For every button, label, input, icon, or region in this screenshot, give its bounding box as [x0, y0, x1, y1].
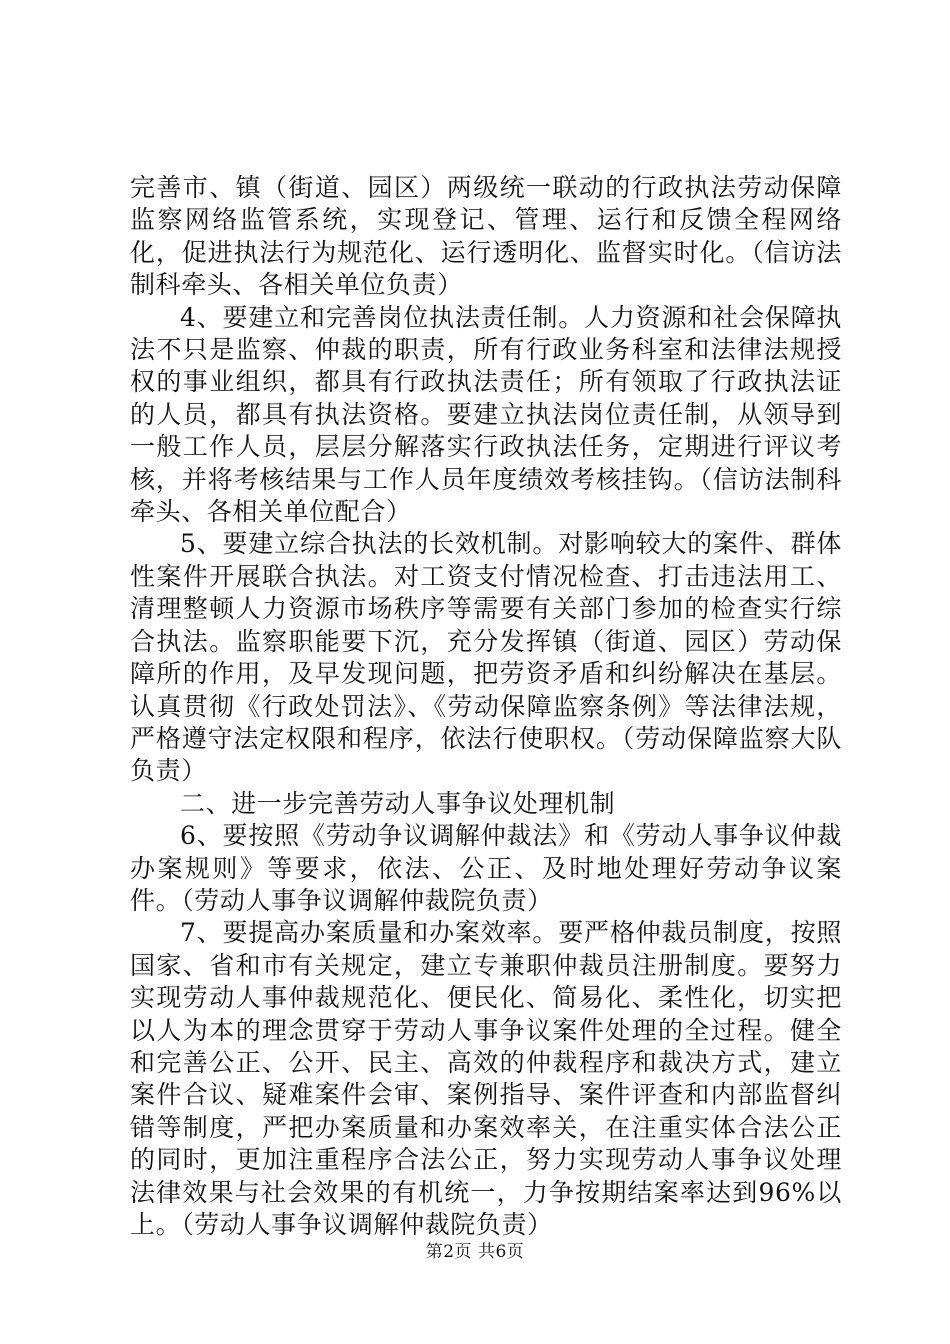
paragraph-1: 完善市、镇（街道、园区）两级统一联动的行政执法劳动保障监察网络监管系统，实现登记、管理、运行和反馈全程网络化，促进执法行为规范化、运行透明化、监督实时化。（信访法制科牵头、各相关单位负责）	[130, 173, 842, 300]
document-body	[130, 172, 842, 1241]
page-footer: 第2页 共6页	[425, 1242, 525, 1262]
paragraph-4: 6、要按照《劳动争议调解仲裁法》和《劳动人事争议仲裁办案规则》等要求，依法、公正、及时地处理好劳动争议案件。（劳动人事争议调解仲裁院负责）	[130, 821, 842, 915]
section-heading: 二、进一步完善劳动人事争议处理机制	[180, 788, 616, 818]
paragraph-3: 5、要建立综合执法的长效机制。对影响较大的案件、群体性案件开展联合执法。对工资支付情况检查、打击违法用工、清理整顿人力资源市场秩序等需要有关部门参加的检查实行综合执法。监察职能要下沉，充分发挥镇（街道、园区）劳动保障所的作用，及早发现问题，把劳资矛盾和纠纷解决在基层。认真贯彻《行政处罚法》、《劳动保障监察条例》等法律法规，严格遵守法定权限和程序，依法行使职权。（劳动保障监察大队负责）	[130, 529, 842, 786]
paragraph-5: 7、要提高办案质量和办案效率。要严格仲裁员制度，按照国家、省和市有关规定，建立专兼职仲裁员注册制度。要努力实现劳动人事仲裁规范化、便民化、简易化、柔性化，切实把以人为本的理念贯穿于劳动人事争议案件处理的全过程。健全和完善公正、公开、民主、高效的仲裁程序和裁决方式，建立案件合议、疑难案件会审、案例指导、案件评查和内部监督纠错等制度，严把办案质量和办案效率关，在注重实体合法公正的同时，更加注重程序合法公正，努力实现劳动人事争议处理法律效果与社会效果的有机统一，力争按期结案率达到96%以上。（劳动人事争议调解仲裁院负责）	[130, 918, 842, 1239]
paragraph-2: 4、要建立和完善岗位执法责任制。人力资源和社会保障执法不只是监察、仲裁的职责，所有行政业务科室和法律法规授权的事业组织，都具有行政执法责任；所有领取了行政执法证的人员，都具有执法资格。要建立执法岗位责任制，从领导到一般工作人员，层层分解落实行政执法任务，定期进行评议考核，并将考核结果与工作人员年度绩效考核挂钩。（信访法制科牵头、各相关单位配合）	[130, 302, 842, 527]
